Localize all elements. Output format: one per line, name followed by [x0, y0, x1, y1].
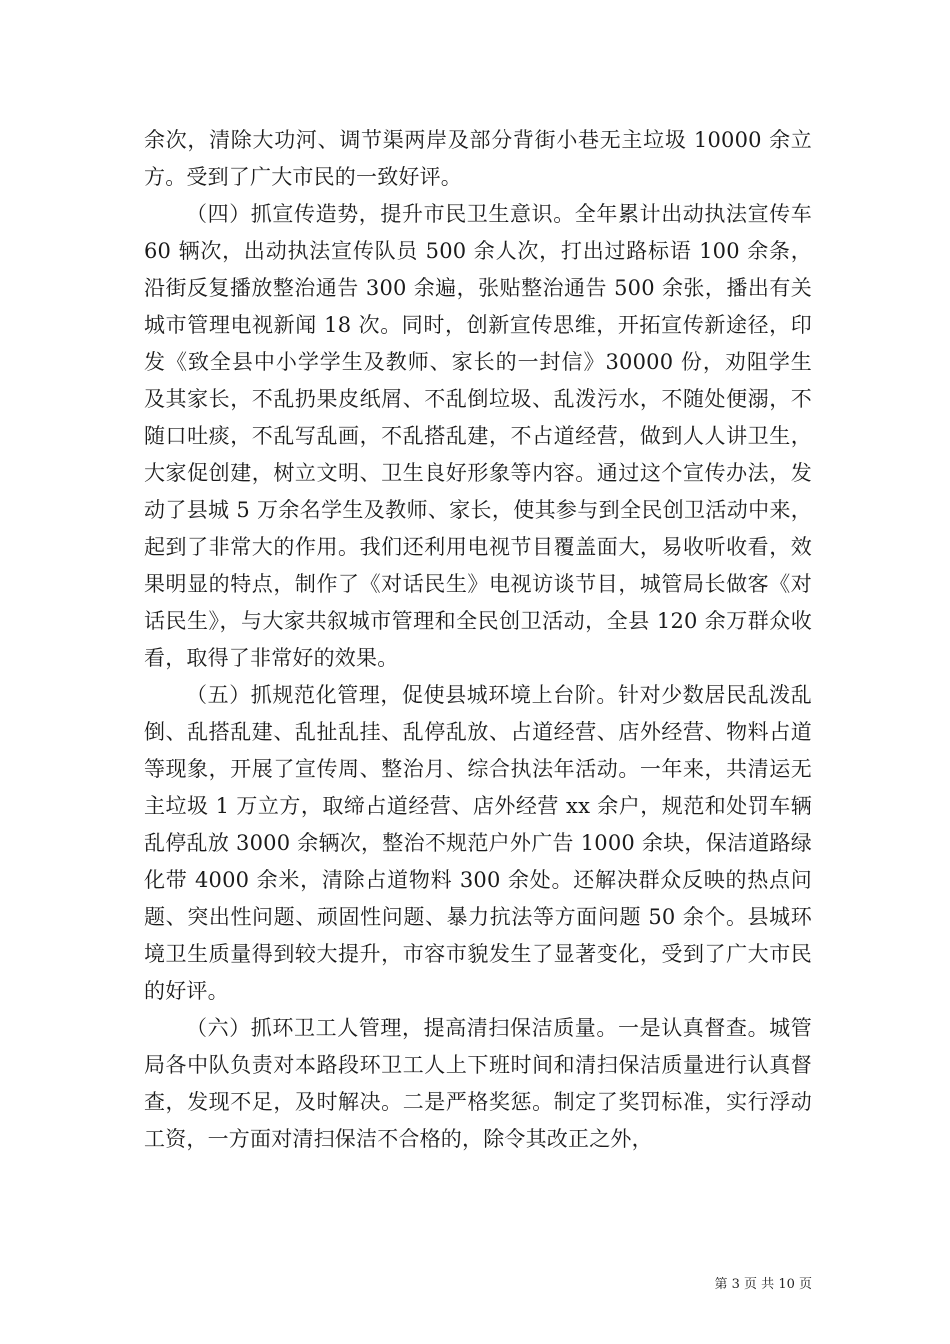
paragraph-section-5: （五）抓规范化管理，促使县城环境上台阶。针对少数居民乱泼乱倒、乱搭乱建、乱扯乱挂、乱停乱放、占道经营、店外经营、物料占道等现象，开展了宣传周、整治月、综合执法年活动。一年来，共清运无主垃圾 1 万立方，取缔占道经营、店外经营 xx 余户，规范和处罚车辆乱停乱放 3000 余辆次，整治不规范户外广告 1000 余块，保洁道路绿化带 4000 余米，清除占道物料 300 余处。还解决群众反映的热点问题、突出性问题、顽固性问题、暴力抗法等方面问题 50 余个。县城环境卫生质量得到较大提升，市容市貌发生了显著变化，受到了广大市民的好评。: [144, 683, 812, 1003]
page-number: 第 3 页 共 10 页: [714, 1277, 812, 1292]
page-footer: [0, 1275, 950, 1295]
paragraph-section-6: （六）抓环卫工人管理，提高清扫保洁质量。一是认真督查。城管局各中队负责对本路段环卫工人上下班时间和清扫保洁质量进行认真督查，发现不足，及时解决。二是严格奖惩。制定了奖罚标准，实行浮动工资，一方面对清扫保洁不合格的，除令其改正之外，: [144, 1016, 812, 1151]
paragraph-section-4: （四）抓宣传造势，提升市民卫生意识。全年累计出动执法宣传车 60 辆次，出动执法宣传队员 500 余人次，打出过路标语 100 余条，沿街反复播放整治通告 300 余遍，张贴整治通告 500 余张，播出有关城市管理电视新闻 18 次。同时，创新宣传思维，开拓宣传新途径，印发《致全县中小学学生及教师、家长的一封信》30000 份，劝阻学生及其家长，不乱扔果皮纸屑、不乱倒垃圾、乱泼污水，不随处便溺，不随口吐痰，不乱写乱画，不乱搭乱建，不占道经营，做到人人讲卫生，大家促创建，树立文明、卫生良好形象等内容。通过这个宣传办法，发动了县城 5 万余名学生及教师、家长，使其参与到全民创卫活动中来，起到了非常大的作用。我们还利用电视节目覆盖面大，易收听收看，效果明显的特点，制作了《对话民生》电视访谈节目，城管局长做客《对话民生》，与大家共叙城市管理和全民创卫活动，全县 120 余万群众收看，取得了非常好的效果。: [144, 202, 812, 670]
document-body: [144, 122, 812, 1158]
paragraph-continuation: 余次，清除大功河、调节渠两岸及部分背街小巷无主垃圾 10000 余立方。受到了广大市民的一致好评。: [144, 128, 812, 189]
